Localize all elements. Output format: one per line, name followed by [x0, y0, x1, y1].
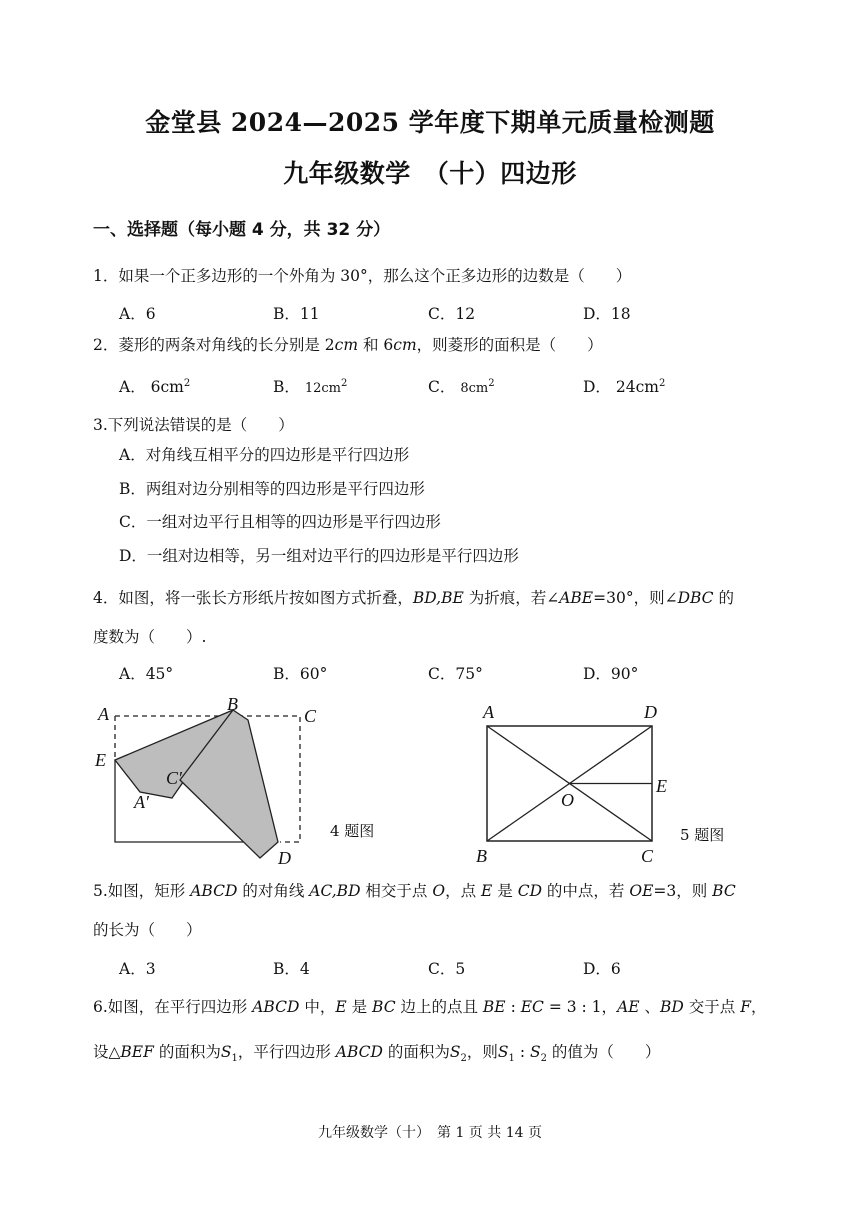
q6-text-d: 边上的点且: [395, 998, 483, 1016]
q5-abcd: ABCD: [190, 882, 238, 900]
q6-ratio-s2: S: [529, 1043, 541, 1061]
q6-text-e: ，: [601, 998, 618, 1016]
question-2-stem: [93, 333, 603, 355]
q4-label-e: E: [95, 750, 106, 770]
question-1-stem: 1．如果一个正多边形的一个外角为 30°，那么这个正多边形的边数是（ ）: [93, 267, 632, 285]
q5-text-c: 相交于点: [360, 882, 433, 900]
q5-figure-caption: 5 题图: [680, 826, 725, 844]
q6-s1: S: [220, 1043, 232, 1061]
q5-option-c: C．5: [428, 960, 466, 978]
q5-text-g: =3，则: [653, 882, 713, 900]
q5-label-e: E: [656, 776, 667, 796]
q5-option-b: B．4: [273, 960, 310, 978]
q6-ratio-s1-sub: 1: [508, 1053, 515, 1065]
q5-rectangle-figure: [470, 698, 680, 868]
q5-option-d: D．6: [583, 960, 621, 978]
q2-unit-cm-1: cm: [334, 336, 359, 354]
q4-text-c: =30°，则∠: [593, 589, 678, 607]
q4-label-d: D: [278, 848, 291, 868]
q5-label-c: C: [641, 846, 654, 866]
q5-label-b: B: [476, 846, 487, 866]
q6-ratio: = 3 : 1: [543, 998, 602, 1016]
q6-s1-sub: 1: [231, 1053, 238, 1065]
q6-l2-d: 的面积为: [382, 1043, 450, 1061]
q4-label-aprime: A′: [134, 792, 149, 812]
q5-text-b: 的对角线: [237, 882, 310, 900]
q6-abcd-2: ABCD: [335, 1043, 383, 1061]
q6-ratio-s2-sub: 2: [540, 1053, 547, 1065]
q2-option-d: [583, 375, 665, 397]
q5-oe: OE: [629, 882, 654, 900]
q6-be: BE: [482, 998, 506, 1016]
q5-label-a: A: [483, 702, 494, 722]
q6-s2: S: [449, 1043, 461, 1061]
q6-abcd: ABCD: [252, 998, 300, 1016]
q3-option-a: A．对角线互相平分的四边形是平行四边形: [119, 446, 410, 464]
q6-l2-c: ，平行四边形: [237, 1043, 336, 1061]
q4-option-d: D．90°: [583, 665, 639, 683]
q2-option-b-value: 12cm: [304, 381, 341, 396]
q5-cd: CD: [517, 882, 542, 900]
q4-option-c: C．75°: [428, 665, 483, 683]
q2-option-d-value: 24cm: [615, 378, 659, 396]
q6-e: E: [335, 998, 347, 1016]
q1-option-c: C．12: [428, 305, 476, 323]
q2-option-a: [119, 375, 190, 397]
q6-bc: BC: [372, 998, 396, 1016]
q4-bd-be: BD,BE: [412, 589, 464, 607]
q5-label-d: D: [644, 702, 657, 722]
q5-text-f: 的中点，若: [542, 882, 630, 900]
q3-option-d: D．一组对边相等，另一组对边平行的四边形是平行四边形: [119, 547, 519, 565]
q4-label-cprime: C′: [166, 768, 182, 788]
q6-ec: EC: [520, 998, 544, 1016]
q6-l2-e: ，则: [466, 1043, 498, 1061]
q4-label-b: B: [227, 694, 238, 714]
q4-label-c: C: [304, 706, 317, 726]
q6-l2-b: 的面积为: [153, 1043, 221, 1061]
q5-label-o: O: [561, 790, 574, 810]
q6-colon: :: [505, 998, 521, 1016]
q6-ratio-s1: S: [497, 1043, 509, 1061]
q6-bd: BD: [660, 998, 684, 1016]
question-4-stem: [93, 586, 734, 608]
q1-option-b: B．11: [273, 305, 320, 323]
q6-l2-f: 的值为（ ）: [546, 1043, 661, 1061]
q4-option-a: A．45°: [119, 665, 174, 683]
question-6-stem-line2: [93, 1040, 660, 1064]
q2-text-a: 2．菱形的两条对角线的长分别是 2: [93, 336, 335, 354]
q6-text-b: 中，: [299, 998, 336, 1016]
q6-ae: AE: [617, 998, 640, 1016]
q4-figure-caption: 4 题图: [330, 822, 375, 840]
q5-text-e: 是: [492, 882, 518, 900]
q4-text-a: 4．如图，将一张长方形纸片按如图方式折叠，: [93, 589, 413, 607]
q2-option-a-value: 6cm: [150, 378, 184, 396]
q5-bc: BC: [712, 882, 736, 900]
q2-option-d-label: D．: [583, 378, 611, 396]
q2-option-b-exp: 2: [340, 377, 348, 389]
q2-option-c-value: 8cm: [460, 381, 489, 396]
q6-text-f: 、: [639, 998, 661, 1016]
q4-angle-dbc: DBC: [677, 589, 714, 607]
q5-o: O: [432, 882, 446, 900]
q6-text-g: 交于点: [683, 998, 741, 1016]
q2-option-d-exp: 2: [658, 377, 666, 389]
q6-s2-sub: 2: [460, 1053, 467, 1065]
q1-option-d: D．18: [583, 305, 631, 323]
page-footer: 九年级数学（十） 第 1 页 共 14 页: [318, 1125, 542, 1141]
q6-l2-a: 设△: [93, 1043, 121, 1061]
q6-text-h: ，: [750, 998, 767, 1016]
q4-text-b: 为折痕，若∠: [463, 589, 560, 607]
q6-f: F: [740, 998, 751, 1016]
q3-option-c: C．一组对边平行且相等的四边形是平行四边形: [119, 513, 441, 531]
q2-option-b-label: B．: [273, 378, 300, 396]
q2-text-c: ，则菱形的面积是（ ）: [416, 336, 603, 354]
q4-fold-figure: [88, 692, 338, 872]
q5-text-a: 5.如图，矩形: [93, 882, 191, 900]
question-6-stem: [93, 995, 766, 1017]
q6-text-c: 是: [346, 998, 373, 1016]
q2-option-c-exp: 2: [488, 377, 495, 389]
question-4-stem-line2: 度数为（ ）.: [93, 628, 207, 646]
q5-text-d: ，点: [445, 882, 482, 900]
q5-option-a: A．3: [119, 960, 156, 978]
q6-bef: BEF: [120, 1043, 154, 1061]
q4-option-b: B．60°: [273, 665, 328, 683]
q2-option-c: [428, 375, 495, 397]
section-heading: 一、选择题（每小题 4 分，共 32 分）: [93, 220, 391, 240]
q2-option-a-label: A．: [119, 378, 146, 396]
question-5-stem-line2: 的长为（ ）: [93, 921, 202, 939]
q6-ratio-colon: :: [514, 1043, 530, 1061]
page-title: 金堂县 2024—2025 学年度下期单元质量检测题: [145, 108, 715, 137]
q3-option-b: B．两组对边分别相等的四边形是平行四边形: [119, 480, 425, 498]
q2-unit-cm-2: cm: [393, 336, 417, 354]
q1-option-a: A．6: [119, 305, 156, 323]
q2-option-c-label: C．: [428, 378, 456, 396]
question-3-stem: 3.下列说法错误的是（ ）: [93, 416, 294, 434]
q4-angle-abe: ABE: [559, 589, 594, 607]
q2-option-a-exp: 2: [183, 377, 191, 389]
q4-text-d: 的: [713, 589, 734, 607]
q5-ac-bd: AC,BD: [309, 882, 361, 900]
page-subtitle: 九年级数学 （十）四边形: [283, 159, 577, 188]
q2-option-b: [273, 375, 347, 397]
q5-e: E: [481, 882, 493, 900]
q6-text-a: 6.如图，在平行四边形: [93, 998, 253, 1016]
q4-label-a: A: [98, 704, 109, 724]
q2-text-b: 和 6: [358, 336, 394, 354]
question-5-stem: [93, 879, 736, 901]
